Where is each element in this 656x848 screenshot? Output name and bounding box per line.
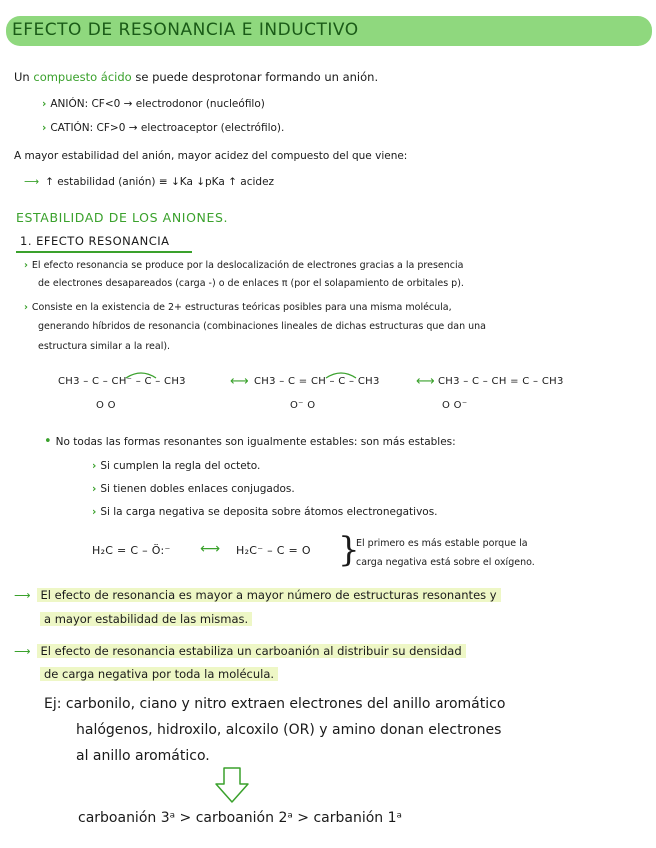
chevron-right-icon: › bbox=[24, 302, 28, 313]
highlight-2-line2 bbox=[40, 667, 278, 681]
condition-text: Si tienen dobles enlaces conjugados. bbox=[100, 483, 295, 495]
subsection-title: 1. EFECTO RESONANCIA bbox=[20, 234, 170, 248]
para1-line1 bbox=[24, 260, 463, 271]
arrow-down-icon bbox=[212, 766, 252, 806]
chevron-right-icon: › bbox=[92, 483, 97, 495]
resonance-structure-3: CH3 – C – CH = C – CH3 bbox=[438, 376, 564, 387]
para2-text1: Consiste en la existencia de 2+ estructuras teóricas posibles para una misma molécula, bbox=[31, 302, 452, 313]
example-line3: al anillo aromático. bbox=[76, 748, 210, 764]
highlight-1-text2: a mayor estabilidad de las mismas. bbox=[40, 612, 252, 626]
chevron-right-icon: › bbox=[42, 98, 47, 110]
highlight-2-text2: de carga negativa por toda la molécula. bbox=[40, 667, 278, 681]
cation-text: CATIÓN: CF>0 → electroaceptor (electrófilo). bbox=[50, 122, 285, 134]
resonance-structure-2: CH3 – C = CH – C – CH3 bbox=[254, 376, 380, 387]
intro-line bbox=[14, 70, 378, 84]
enolate-structure-left: H₂C = C – Ö:⁻ bbox=[92, 544, 171, 557]
condition-item bbox=[92, 506, 438, 518]
enolate-structure-right: H₂C⁻ – C = O bbox=[236, 544, 311, 557]
section-title: ESTABILIDAD DE LOS ANIONES. bbox=[16, 210, 229, 225]
enolate-note-line2: carga negativa está sobre el oxígeno. bbox=[356, 557, 535, 568]
resonance-arrow: ⟷ bbox=[230, 374, 249, 389]
note-text: No todas las formas resonantes son igualmente estables: son más estables: bbox=[55, 436, 456, 448]
para2-line1 bbox=[24, 302, 452, 313]
carbanion-stability-order: carboanión 3ᵃ > carboanión 2ᵃ > carbanión 1ᵃ bbox=[78, 810, 403, 826]
enolate-note-line1: El primero es más estable porque la bbox=[356, 538, 528, 549]
anion-text: ANIÓN: CF<0 → electrodonor (nucleófilo) bbox=[50, 98, 265, 110]
intro-prefix: Un bbox=[14, 70, 30, 84]
condition-text: Si cumplen la regla del octeto. bbox=[100, 460, 261, 472]
stability-equiv: ↑ estabilidad (anión) ≡ ↓Ka ↓pKa ↑ acidez bbox=[45, 176, 275, 188]
chevron-right-icon: › bbox=[42, 122, 47, 134]
electron-push-arrows bbox=[96, 366, 496, 406]
note-line bbox=[44, 434, 456, 449]
resonance-arrow: ⟷ bbox=[416, 374, 435, 389]
stability-statement: A mayor estabilidad del anión, mayor acidez del compuesto del que viene: bbox=[14, 150, 408, 162]
highlight-1-line1 bbox=[14, 588, 501, 602]
para1-text1: El efecto resonancia se produce por la deslocalización de electrones gracias a la presencia bbox=[31, 260, 464, 271]
brace-icon: } bbox=[338, 530, 360, 570]
condition-text: Si la carga negativa se deposita sobre átomos electronegativos. bbox=[100, 506, 438, 518]
stability-equiv-line bbox=[24, 176, 274, 188]
highlight-2-text1: El efecto de resonancia estabiliza un carboanión al distribuir su densidad bbox=[37, 644, 466, 658]
highlight-1-line2 bbox=[40, 612, 252, 626]
example-line1: Ej: carbonilo, ciano y nitro extraen electrones del anillo aromático bbox=[44, 696, 506, 712]
arrow-right-icon: ⟶ bbox=[24, 176, 40, 188]
condition-item bbox=[92, 483, 295, 495]
highlight-1-text1: El efecto de resonancia es mayor a mayor número de estructuras resonantes y bbox=[37, 588, 501, 602]
para2-line3: estructura similar a la real). bbox=[38, 341, 171, 352]
arrow-right-icon: ⟶ bbox=[14, 644, 31, 658]
condition-item bbox=[92, 460, 260, 472]
chevron-right-icon: › bbox=[24, 260, 28, 271]
example-line2: halógenos, hidroxilo, alcoxilo (OR) y amino donan electrones bbox=[76, 722, 502, 738]
resonance-structure-3-oxygens: O O⁻ bbox=[442, 400, 468, 411]
chevron-right-icon: › bbox=[92, 460, 97, 472]
curved-arrow-icon bbox=[326, 373, 356, 378]
resonance-arrow: ⟷ bbox=[200, 541, 221, 557]
resonance-structure-2-oxygens: O⁻ O bbox=[290, 400, 316, 411]
anion-line bbox=[42, 98, 265, 110]
bullet-icon: • bbox=[44, 434, 52, 449]
para2-line2: generando híbridos de resonancia (combinaciones lineales de dichas estructuras que dan una bbox=[38, 321, 486, 332]
subsection-underline bbox=[16, 251, 192, 253]
resonance-structure-1: CH3 – C – CH⁻ – C – CH3 bbox=[58, 376, 186, 387]
para1-line2: de electrones desapareados (carga -) o de enlaces π (por el solapamiento de orbitales p). bbox=[38, 278, 464, 289]
highlight-2-line1 bbox=[14, 644, 466, 658]
intro-rest: se puede desprotonar formando un anión. bbox=[135, 70, 379, 84]
arrow-right-icon: ⟶ bbox=[14, 588, 31, 602]
curved-arrow-icon bbox=[126, 373, 156, 378]
page-title: EFECTO DE RESONANCIA E INDUCTIVO bbox=[12, 20, 359, 40]
intro-term: compuesto ácido bbox=[33, 70, 132, 84]
cation-line bbox=[42, 122, 284, 134]
chevron-right-icon: › bbox=[92, 506, 97, 518]
resonance-structure-1-oxygens: O O bbox=[96, 400, 116, 411]
